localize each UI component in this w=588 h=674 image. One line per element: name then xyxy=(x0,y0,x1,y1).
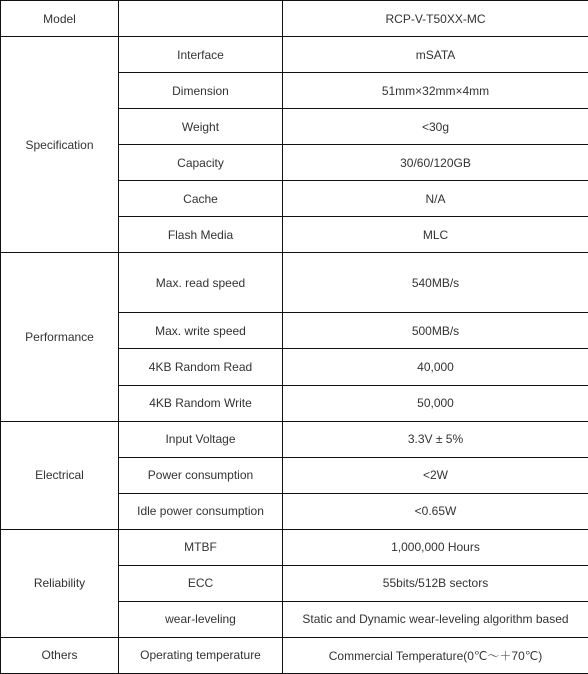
param-cell: Weight xyxy=(119,109,283,145)
value-cell: 51mm×32mm×4mm xyxy=(283,73,588,109)
value-cell: 540MB/s xyxy=(283,253,588,313)
param-cell: ECC xyxy=(119,565,283,601)
param-cell: Capacity xyxy=(119,145,283,181)
value-cell: 55bits/512B sectors xyxy=(283,565,588,601)
param-cell: Flash Media xyxy=(119,217,283,253)
section-others: Others xyxy=(1,637,119,673)
section-performance: Performance xyxy=(1,253,119,421)
table-row xyxy=(1,37,588,73)
table-row xyxy=(1,421,588,457)
value-cell: Commercial Temperature(0℃～＋70℃) xyxy=(283,637,588,673)
value-cell: 40,000 xyxy=(283,349,588,385)
value-cell: N/A xyxy=(283,181,588,217)
param-cell: 4KB Random Read xyxy=(119,349,283,385)
value-cell: MLC xyxy=(283,217,588,253)
param-cell: Max. read speed xyxy=(119,253,283,313)
value-cell: mSATA xyxy=(283,37,588,73)
model-param xyxy=(119,1,283,37)
param-cell: Operating temperature xyxy=(119,637,283,673)
table-row-model xyxy=(1,1,588,37)
value-cell: 50,000 xyxy=(283,385,588,421)
model-label: Model xyxy=(1,1,119,37)
param-cell: Max. write speed xyxy=(119,313,283,349)
section-reliability: Reliability xyxy=(1,529,119,637)
section-specification: Specification xyxy=(1,37,119,253)
value-cell: 30/60/120GB xyxy=(283,145,588,181)
table-row xyxy=(1,529,588,565)
param-cell: Cache xyxy=(119,181,283,217)
table-row xyxy=(1,637,588,673)
model-value: RCP-V-T50XX-MC xyxy=(283,1,588,37)
param-cell: Dimension xyxy=(119,73,283,109)
param-cell: Input Voltage xyxy=(119,421,283,457)
param-cell: 4KB Random Write xyxy=(119,385,283,421)
table-row xyxy=(1,253,588,313)
value-cell: Static and Dynamic wear-leveling algorithm based xyxy=(283,601,588,637)
value-cell: <30g xyxy=(283,109,588,145)
value-cell: 500MB/s xyxy=(283,313,588,349)
param-cell: wear-leveling xyxy=(119,601,283,637)
value-cell: 1,000,000 Hours xyxy=(283,529,588,565)
param-cell: MTBF xyxy=(119,529,283,565)
param-cell: Idle power consumption xyxy=(119,493,283,529)
value-cell: 3.3V ± 5% xyxy=(283,421,588,457)
value-cell: <2W xyxy=(283,457,588,493)
param-cell: Power consumption xyxy=(119,457,283,493)
value-cell: <0.65W xyxy=(283,493,588,529)
section-electrical: Electrical xyxy=(1,421,119,529)
param-cell: Interface xyxy=(119,37,283,73)
